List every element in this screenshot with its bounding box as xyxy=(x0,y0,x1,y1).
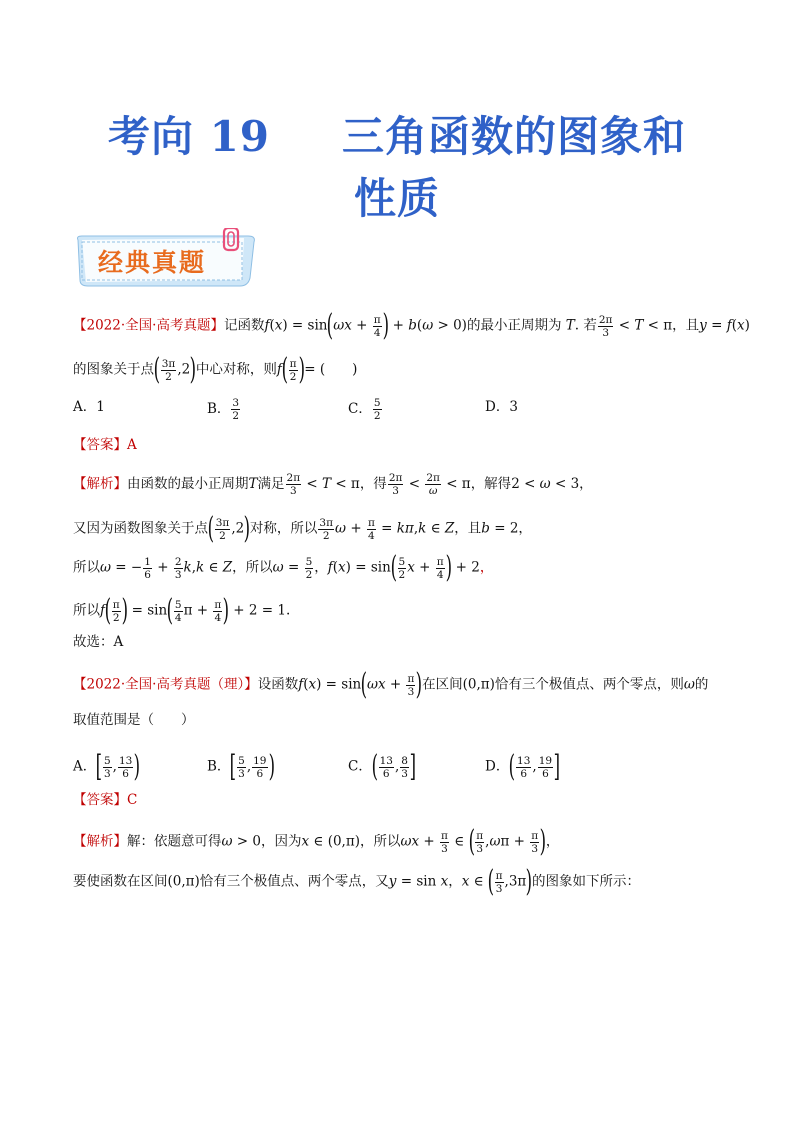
q1-stem-d: . 若 xyxy=(574,317,597,334)
q2-option-b[interactable]: B．[ $\frac{5}{3}$ , $\frac{19}{6}$ ) xyxy=(207,749,275,784)
q1-choice: 故选：A xyxy=(73,634,124,650)
title-part3: 性质 xyxy=(353,174,440,223)
q1-stem-a: 记函数 xyxy=(223,317,265,334)
q1-stem-f: 的图象关于点 xyxy=(73,361,154,378)
q1-analysis-line4: 所以f( $\frac{\pi}{2}$ ) = sin( $\frac{5}{4}$ π + $\frac{\pi}{4}$ ) + 2 = 1. xyxy=(73,593,291,628)
q2-option-d[interactable]: D．( $\frac{13}{6}$ , $\frac{19}{6}$ ] xyxy=(485,749,561,784)
q1-option-d[interactable]: D．3 xyxy=(485,399,518,415)
q2-option-c[interactable]: C．( $\frac{13}{6}$ , $\frac{8}{3}$ ] xyxy=(348,749,417,784)
q1-stem-b: 的最小正周期为 xyxy=(466,317,562,334)
q2-tag: 【2022·全国·高考真题（理）】 xyxy=(73,676,258,693)
banner-label: 经典真题 xyxy=(98,248,207,277)
q1-stem-c: T xyxy=(565,317,575,334)
q1-option-b[interactable]: B． $\frac{3}{2}$ xyxy=(207,397,240,422)
q1-answer: 【答案】A xyxy=(73,437,137,453)
q1-option-a[interactable]: A．1 xyxy=(73,399,105,415)
q1-analysis-line3: 所以ω = − $\frac{1}{6}$ + $\frac{2}{3}$ k,k ∈ Z，所以ω = $\frac{5}{2}$ ，f(x) = sin( $\frac{5}{2}$ x + $\frac{\pi}{4}$ ) + 2， xyxy=(73,550,494,585)
q2-option-a[interactable]: A．[ $\frac{5}{3}$ , $\frac{13}{6}$ ) xyxy=(73,749,141,784)
q1-answer-value: A xyxy=(127,437,137,453)
q2-analysis-line2: 要使函数在区间(0,π)恰有三个极值点、两个零点，又y = sin x，x ∈ ( $\frac{\pi}{3}$ ,3π)的图象如下所示： xyxy=(73,864,641,899)
page-title-line2 xyxy=(0,166,794,226)
q1-stem-line2: 的图象关于点( $\frac{3\pi}{2}$ ,2)中心对称，则f( $\frac{\pi}{2}$ )= ( ) xyxy=(73,352,358,387)
q1-analysis-line1: 【解析】由函数的最小正周期T满足 $\frac{2\pi}{3}$ < T < π，得 $\frac{2\pi}{3}$ < $\frac{2\pi}{\omega}$ < π，解得2 < ω < 3， xyxy=(73,472,593,497)
q1-stem-line1: 【2022·全国·高考真题】记函数f(x) = sin(ωx + $\frac{\pi}{4}$ ) + b(ω > 0)的最小正周期为 T. 若 $\frac{2\pi}{3}$ < T < π，且y = f(x) xyxy=(73,308,750,343)
q2-stem-line2: 取值范围是（ ） xyxy=(73,712,195,728)
q1-stem-e: ，且 xyxy=(672,317,700,334)
q1-stem-h: = ( ) xyxy=(304,361,358,378)
section-banner xyxy=(72,228,258,294)
q1-analysis-line2: 又因为函数图象关于点( $\frac{3\pi}{2}$ ,2)对称，所以 $\frac{3\pi}{2}$ ω + $\frac{\pi}{4}$ = kπ,k ∈ Z，且b = 2， xyxy=(73,511,532,546)
q1-stem-g: 中心对称，则 xyxy=(195,361,277,378)
title-part2: 三角函数的图象和 xyxy=(342,112,687,161)
q2-answer: 【答案】C xyxy=(73,792,138,808)
title-part1: 考向 19 xyxy=(107,112,271,161)
q2-stem-line1: 【2022·全国·高考真题（理）】设函数f(x) = sin(ωx + $\frac{\pi}{3}$ )在区间(0,π)恰有三个极值点、两个零点，则ω的 xyxy=(73,667,709,702)
q2-analysis-line1: 【解析】解：依题意可得ω > 0，因为x ∈ (0,π)，所以ωx + $\frac{\pi}{3}$ ∈ ( $\frac{\pi}{3}$ ,ωπ + $\frac{\pi}{3}$ )， xyxy=(73,824,560,859)
q1-tag: 【2022·全国·高考真题】 xyxy=(73,317,224,334)
q2-answer-value: C xyxy=(127,792,138,808)
q1-option-c[interactable]: C． $\frac{5}{2}$ xyxy=(348,397,381,422)
page-title xyxy=(0,104,794,164)
